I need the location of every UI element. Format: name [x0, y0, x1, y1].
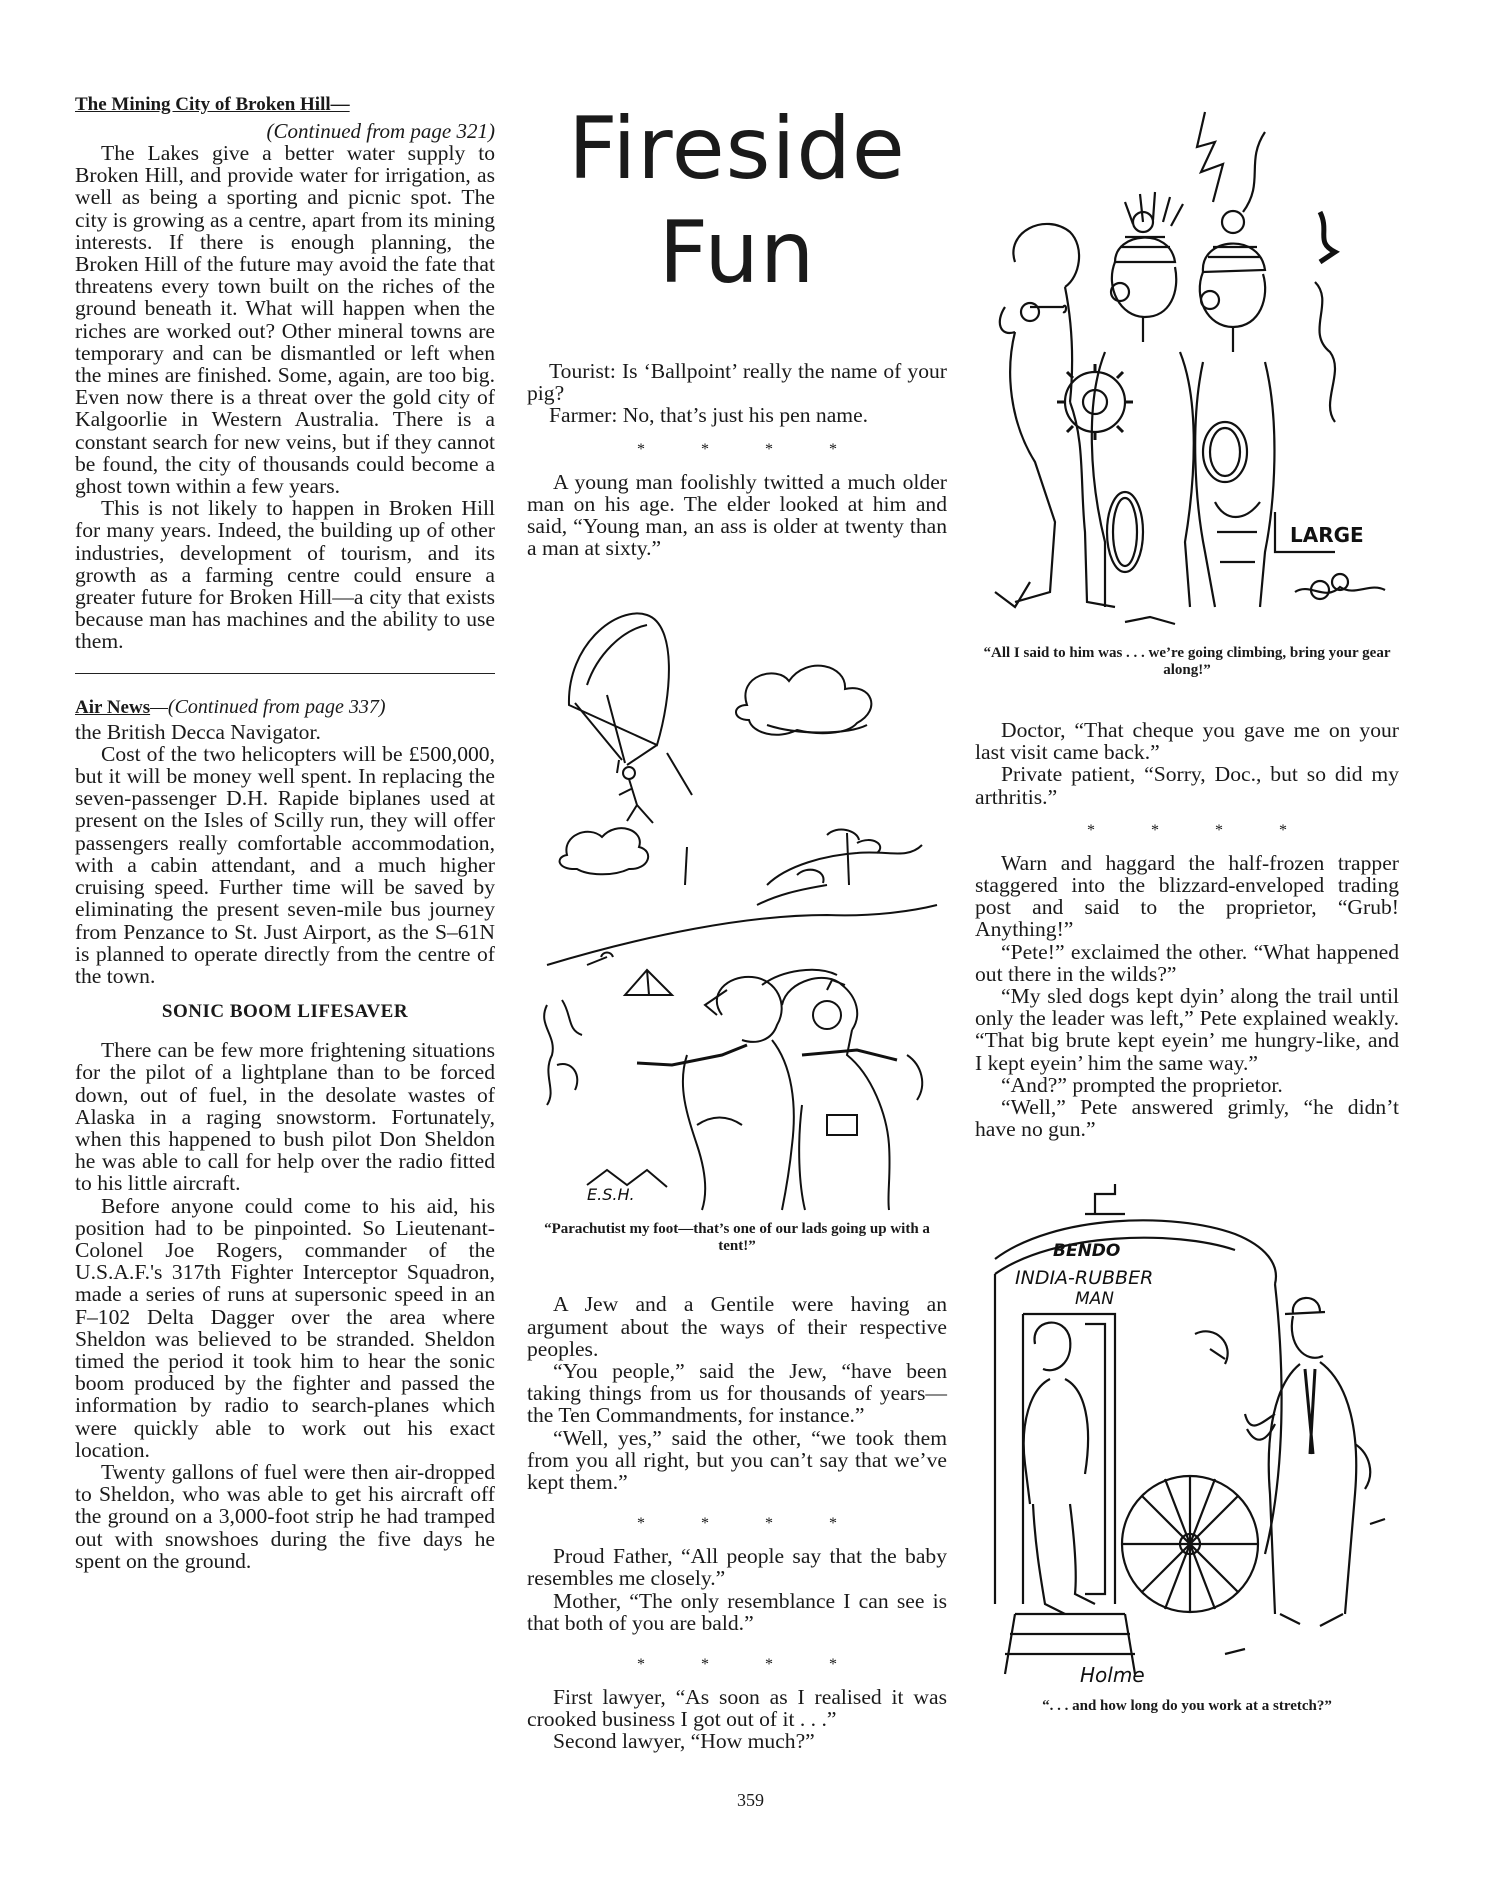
joke-ballpoint: Farmer: No, that’s just his pen name.: [549, 403, 869, 428]
climbing-cartoon-signature: LARGE: [1290, 523, 1364, 547]
right-column: [975, 0, 1399, 1715]
joke-separator: * * * *: [1087, 821, 1313, 839]
section-divider: [75, 673, 495, 674]
air-news-heading-line: [75, 696, 495, 719]
fireside-title: Fireside: [568, 99, 906, 199]
climbing-cartoon-drawing: [975, 102, 1399, 647]
joke-lawyer: Second lawyer, “How much?”: [553, 1729, 815, 1754]
joke-separator: * * * *: [637, 440, 863, 458]
joke-separator: * * * *: [637, 1656, 863, 1674]
climbing-cartoon-caption: “All I said to him was . . . we’re going climbing, bring your gear along!”: [983, 645, 1391, 678]
joke-ass: A young man foolishly twitted a much older man on his age. The elder looked at him and said, “Young man, an ass is older at twenty than a man at sixty.”: [527, 469, 947, 561]
joke-ballpoint: Tourist: Is ‘Ballpoint’ really the name of your pig?: [527, 359, 947, 406]
caravan-cartoon: [975, 1174, 1399, 1715]
joke-lawyer: First lawyer, “As soon as I realised it was crooked business I got out of it . . .”: [527, 1685, 947, 1732]
sonic-paragraph: Before anyone could come to his aid, his position had to be pinpointed. So Lieutenant-Colonel Joe Rogers, commander of the U.S.A.F.'s 317th Fighter Interceptor Squadron, made a series of runs at supersonic speed in an F–102 Delta Dagger over the area where Sheldon was believed to be stranded. Sheldon timed the period it took him to hear the sonic boom produced by the fighter and passed the information by radio to search-planes which were quickly able to work out his exact location.: [75, 1193, 495, 1462]
joke-separator: * * * *: [637, 1515, 863, 1533]
joke-commandments: “Well, yes,” said the other, “we took them from you all right, but you can’t say that we’ve kept them.”: [527, 1425, 947, 1495]
joke-cheque: Doctor, “That cheque you gave me on your last visit came back.”: [975, 718, 1399, 765]
joke-trapper: “And?” prompted the proprietor.: [1001, 1072, 1283, 1097]
air-paragraph: Cost of the two helicopters will be £500,000, but it will be money well spent. In replacing the seven-passenger D.H. Rapide biplanes used at present on the Isles of Scilly run, they will offer passengers really comfortable accommodation, with a cabin attendant, and a much higher cruising speed. Further time will be saved by eliminating the present seven-mile bus journey from Penzance to St. Just Airport, as the S–61N is planned to operate directly from the centre of the town.: [75, 741, 495, 988]
air-news-continued-note: (Continued from page 337): [167, 695, 386, 718]
joke-commandments: “You people,” said the Jew, “have been taking things from us for thousands of years—the Ten Commandments, for instance.”: [527, 1359, 947, 1428]
joke-cheque: Private patient, “Sorry, Doc., but so did my arthritis.”: [975, 762, 1399, 809]
air-news-heading: Air News: [75, 696, 151, 718]
joke-trapper: Warn and haggard the half-frozen trapper staggered into the blizzard-enveloped trading post and said to the proprietor, “Grub! Anything!”: [975, 850, 1399, 942]
caravan-sign-man: MAN: [1075, 1289, 1115, 1310]
caravan-cartoon-caption: “. . . and how long do you work at a stretch?”: [1042, 1698, 1332, 1715]
mining-paragraph: This is not likely to happen in Broken Hill for many years. Indeed, the building up of other industries, development of tourism, and its growth as a farming centre could ensure a greater future for Broken Hill—a city that exists because man has machines and the ability to use them.: [75, 496, 495, 654]
left-column: [75, 94, 495, 1572]
parachute-cartoon: [527, 585, 947, 1255]
parachute-cartoon-caption: “Parachutist my foot—that’s one of our lads going up with a tent!”: [544, 1221, 930, 1255]
sonic-boom-heading: SONIC BOOM LIFESAVER: [161, 1001, 409, 1023]
middle-column: [527, 0, 947, 1753]
parachute-cartoon-signature: E.S.H.: [587, 1185, 635, 1205]
sonic-paragraph: There can be few more frightening situations for the pilot of a lightplane than to be forced down, out of fuel, in the desolate wastes of Alaska in a raging snowstorm. Fortunately, when this happened to bush pilot Don Sheldon he was able to call for help over the radio fitted to his little aircraft.: [75, 1038, 495, 1196]
sonic-paragraph: Twenty gallons of fuel were then air-dropped to Sheldon, who was able to get his aircraft off the ground on a 3,000-foot strip he had tramped out with snowshoes during the five days he spent on the ground.: [75, 1459, 495, 1573]
caravan-cartoon-drawing: [975, 1174, 1399, 1694]
joke-commandments: A Jew and a Gentile were having an argument about the ways of their respective peoples.: [527, 1292, 947, 1361]
mining-continued-note: (Continued from page 321): [266, 119, 495, 143]
mining-paragraph: The Lakes give a better water supply to Broken Hill, and provide water for irrigation, as well as being a sporting and picnic spot. The city is growing as a centre, apart from its mining interests. If there is enough planning, the Broken Hill of the future may avoid the fate that threatens every town built on the riches of the ground beneath it. What will happen when the riches are worked out? Other mineral towns are temporary and can be dismantled or left when the mines are finished. Some, again, are too big. Even now there is a threat over the gold city of Kalgoorlie in Western Australia. There is a constant search for new veins, but if they cannot be found, the city of thousands could become a ghost town within a few years.: [75, 141, 495, 499]
page-number: 359: [737, 1790, 764, 1810]
joke-trapper: “My sled dogs kept dyin’ along the trail until only the leader was left,” Pete explained weakly. “That big brute kept eyein’ me hungry-like, and I kept eyein’ him the same way.”: [975, 984, 1399, 1075]
joke-trapper: “Well,” Pete answered grimly, “he didn’t have no gun.”: [975, 1095, 1399, 1142]
climbing-cartoon: [975, 102, 1399, 679]
air-news-dash: —: [150, 695, 168, 718]
joke-bald: Proud Father, “All people say that the baby resembles me closely.”: [527, 1544, 947, 1591]
joke-trapper: “Pete!” exclaimed the other. “What happened out there in the wilds?”: [975, 939, 1399, 986]
caravan-sign-india-rubber: INDIA-RUBBER: [1015, 1267, 1154, 1290]
caravan-sign-bendo: BENDO: [1053, 1241, 1121, 1262]
joke-bald: Mother, “The only resemblance I can see is that both of you are bald.”: [527, 1588, 947, 1635]
parachute-cartoon-drawing: [527, 585, 947, 1215]
caravan-cartoon-signature: Holme: [1080, 1663, 1145, 1688]
air-paragraph: the British Decca Navigator.: [75, 719, 321, 744]
fun-title: Fun: [658, 203, 816, 303]
mining-heading: The Mining City of Broken Hill—: [75, 94, 350, 115]
